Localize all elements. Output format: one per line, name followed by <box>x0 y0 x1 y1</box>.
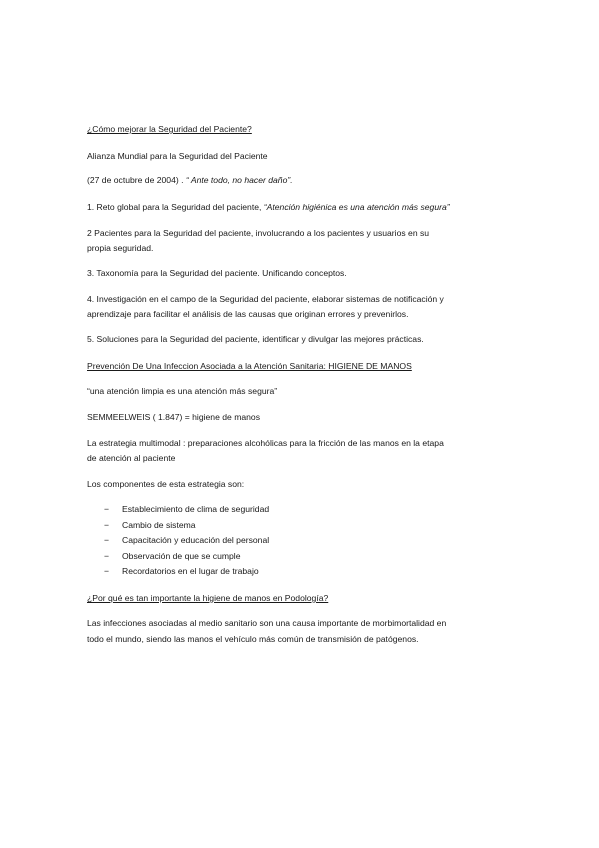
components-intro: Los componentes de esta estrategia son: <box>87 479 245 489</box>
item-4-line-2: aprendizaje para facilitar el análisis de las causas que originan errores y prevenirlos. <box>87 309 409 319</box>
heading-patient-safety: ¿Cómo mejorar la Seguridad del Paciente? <box>87 124 252 134</box>
list-item-label: Establecimiento de clima de seguridad <box>122 504 270 514</box>
list-item-label: Observación de que se cumple <box>122 551 241 561</box>
date-quote: “ Ante todo, no hacer daño”. <box>185 175 293 185</box>
list-item <box>104 520 196 531</box>
bullet-dash: − <box>104 551 110 561</box>
heading-podiatry: ¿Por qué es tan importante la higiene de manos en Podología? <box>87 593 329 603</box>
bullet-dash: − <box>104 535 110 545</box>
list-item <box>104 566 259 577</box>
list-item-label: Cambio de sistema <box>122 520 196 530</box>
item-1 <box>87 202 450 213</box>
item-2-line-1: 2 Pacientes para la Seguridad del paciente, involucrando a los pacientes y usuarios en su <box>87 228 430 238</box>
list-item <box>104 551 240 562</box>
item-1-text: 1. Reto global para la Seguridad del paciente, <box>87 202 264 212</box>
date-text: (27 de octubre de 2004) . <box>87 175 186 185</box>
date-line <box>87 175 293 186</box>
strategy-line-2: de atención al paciente <box>87 453 176 463</box>
item-3: 3. Taxonomía para la Seguridad del paciente. Unificando conceptos. <box>87 268 347 278</box>
bullet-dash: − <box>104 520 110 530</box>
bullet-dash: − <box>104 566 110 576</box>
semmelweis-line: SEMMEELWEIS ( 1.847) = higiene de manos <box>87 412 260 422</box>
list-item <box>104 535 269 546</box>
item-5: 5. Soluciones para la Seguridad del paciente, identificar y divulgar las mejores prácticas. <box>87 334 424 344</box>
heading-hand-hygiene: Prevención De Una Infeccion Asociada a la Atención Sanitaria: HIGIENE DE MANOS <box>87 361 412 371</box>
alliance-line: Alianza Mundial para la Seguridad del Paciente <box>87 151 268 161</box>
final-line-2: todo el mundo, siendo las manos el vehículo más común de transmisión de patógenos. <box>87 634 419 644</box>
item-4-line-1: 4. Investigación en el campo de la Seguridad del paciente, elaborar sistemas de notificación y <box>87 294 444 304</box>
item-2-line-2: propia seguridad. <box>87 243 154 253</box>
bullet-dash: − <box>104 504 110 514</box>
list-item-label: Recordatorios en el lugar de trabajo <box>122 566 259 576</box>
item-1-quote: “Atención higiénica es una atención más segura” <box>263 202 450 212</box>
list-item-label: Capacitación y educación del personal <box>122 535 270 545</box>
list-item <box>104 504 269 515</box>
clean-care-quote: “una atención limpia es una atención más segura” <box>87 386 278 396</box>
strategy-line-1: La estrategia multimodal : preparaciones alcohólicas para la fricción de las manos en la etapa <box>87 438 444 448</box>
final-line-1: Las infecciones asociadas al medio sanitario son una causa importante de morbimortalidad en <box>87 618 447 628</box>
